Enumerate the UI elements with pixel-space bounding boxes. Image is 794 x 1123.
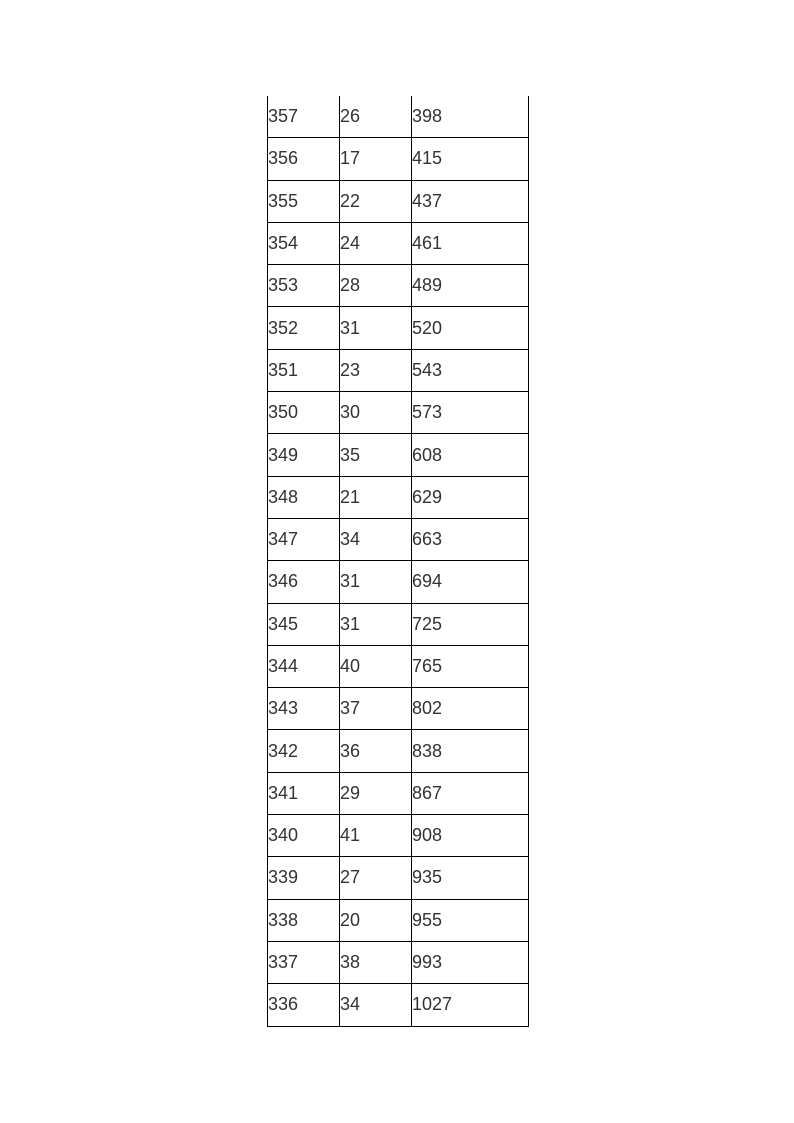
table-cell-count — [340, 307, 412, 349]
table-cell-score — [268, 984, 340, 1026]
table-cell-score — [268, 645, 340, 687]
table-cell-count — [340, 984, 412, 1026]
cell-text: 34 — [340, 529, 361, 550]
cell-text: 489 — [412, 275, 443, 296]
table-cell-score — [268, 941, 340, 983]
cell-text: 543 — [412, 359, 443, 380]
table-row — [268, 392, 529, 434]
table-cell-score — [268, 730, 340, 772]
table-row — [268, 984, 529, 1026]
cell-text: 29 — [340, 782, 361, 803]
table-cell-cumulative — [412, 476, 529, 518]
cell-text: 38 — [340, 952, 361, 973]
cell-text: 351 — [268, 359, 299, 380]
cell-text: 23 — [340, 359, 361, 380]
cell-text: 37 — [340, 698, 361, 719]
cell-text: 24 — [340, 233, 361, 254]
table-cell-count — [340, 96, 412, 138]
table-row — [268, 265, 529, 307]
table-cell-cumulative — [412, 349, 529, 391]
table-row — [268, 476, 529, 518]
table-cell-score — [268, 476, 340, 518]
cell-text: 17 — [340, 148, 361, 169]
table-cell-cumulative — [412, 138, 529, 180]
cell-text: 663 — [412, 529, 443, 550]
table-cell-count — [340, 857, 412, 899]
table-cell-cumulative — [412, 857, 529, 899]
table-cell-cumulative — [412, 688, 529, 730]
table-row — [268, 941, 529, 983]
cell-text: 694 — [412, 571, 443, 592]
cell-text: 338 — [268, 909, 299, 930]
table-row — [268, 96, 529, 138]
cell-text: 343 — [268, 698, 299, 719]
table-cell-count — [340, 434, 412, 476]
cell-text: 353 — [268, 275, 299, 296]
table-cell-count — [340, 815, 412, 857]
table-cell-cumulative — [412, 772, 529, 814]
cell-text: 356 — [268, 148, 299, 169]
table-cell-count — [340, 222, 412, 264]
table-row — [268, 180, 529, 222]
table-cell-score — [268, 857, 340, 899]
cell-text: 993 — [412, 952, 443, 973]
table-cell-cumulative — [412, 645, 529, 687]
cell-text: 1027 — [412, 994, 453, 1015]
table-cell-count — [340, 688, 412, 730]
table-cell-cumulative — [412, 180, 529, 222]
table-cell-count — [340, 730, 412, 772]
table-cell-score — [268, 518, 340, 560]
cell-text: 341 — [268, 782, 299, 803]
table-row — [268, 349, 529, 391]
score-table — [267, 96, 529, 1027]
table-cell-count — [340, 941, 412, 983]
cell-text: 349 — [268, 444, 299, 465]
table-cell-score — [268, 899, 340, 941]
table-cell-count — [340, 561, 412, 603]
table-cell-count — [340, 180, 412, 222]
table-cell-count — [340, 265, 412, 307]
table-cell-count — [340, 392, 412, 434]
cell-text: 867 — [412, 782, 443, 803]
cell-text: 398 — [412, 106, 443, 127]
table-cell-count — [340, 349, 412, 391]
cell-text: 344 — [268, 656, 299, 676]
table-row — [268, 434, 529, 476]
cell-text: 41 — [340, 825, 361, 846]
cell-text: 461 — [412, 233, 443, 254]
cell-text: 352 — [268, 317, 299, 338]
table-cell-cumulative — [412, 518, 529, 560]
table-cell-cumulative — [412, 984, 529, 1026]
cell-text: 357 — [268, 106, 299, 127]
table-row — [268, 603, 529, 645]
table-row — [268, 645, 529, 687]
table-cell-score — [268, 96, 340, 138]
table-cell-score — [268, 138, 340, 180]
cell-text: 908 — [412, 825, 443, 846]
cell-text: 336 — [268, 994, 299, 1015]
table-cell-score — [268, 815, 340, 857]
cell-text: 802 — [412, 698, 443, 719]
cell-text: 34 — [340, 994, 361, 1015]
cell-text: 35 — [340, 444, 361, 465]
cell-text: 31 — [340, 571, 361, 592]
table-row — [268, 899, 529, 941]
table-cell-cumulative — [412, 392, 529, 434]
cell-text: 350 — [268, 402, 299, 423]
table-row — [268, 307, 529, 349]
table-cell-score — [268, 349, 340, 391]
table-cell-score — [268, 688, 340, 730]
table-row — [268, 138, 529, 180]
table-cell-cumulative — [412, 96, 529, 138]
table-cell-score — [268, 434, 340, 476]
cell-text: 629 — [412, 486, 443, 507]
cell-text: 573 — [412, 402, 443, 423]
cell-text: 765 — [412, 656, 443, 676]
table-cell-count — [340, 603, 412, 645]
table-row — [268, 222, 529, 264]
table-cell-count — [340, 899, 412, 941]
table-cell-cumulative — [412, 561, 529, 603]
cell-text: 955 — [412, 909, 443, 930]
table-cell-score — [268, 265, 340, 307]
table-cell-cumulative — [412, 730, 529, 772]
cell-text: 21 — [340, 486, 361, 507]
table-row — [268, 688, 529, 730]
cell-text: 345 — [268, 613, 299, 634]
table-row — [268, 561, 529, 603]
table-cell-cumulative — [412, 222, 529, 264]
table-cell-count — [340, 772, 412, 814]
table-cell-cumulative — [412, 899, 529, 941]
table-cell-cumulative — [412, 265, 529, 307]
cell-text: 31 — [340, 317, 361, 338]
cell-text: 520 — [412, 317, 443, 338]
cell-text: 20 — [340, 909, 361, 930]
cell-text: 36 — [340, 740, 361, 761]
cell-text: 348 — [268, 486, 299, 507]
table-cell-count — [340, 476, 412, 518]
table-cell-score — [268, 392, 340, 434]
cell-text: 342 — [268, 740, 299, 761]
cell-text: 28 — [340, 275, 361, 296]
cell-text: 935 — [412, 867, 443, 888]
table-body — [268, 96, 529, 1026]
table-row — [268, 857, 529, 899]
table-row — [268, 772, 529, 814]
table-cell-score — [268, 561, 340, 603]
table-row — [268, 730, 529, 772]
cell-text: 340 — [268, 825, 299, 846]
cell-text: 26 — [340, 106, 361, 127]
table-cell-count — [340, 518, 412, 560]
table-cell-score — [268, 180, 340, 222]
table-cell-cumulative — [412, 307, 529, 349]
cell-text: 337 — [268, 952, 299, 973]
table-cell-score — [268, 603, 340, 645]
table-cell-cumulative — [412, 603, 529, 645]
table-row — [268, 815, 529, 857]
table-cell-cumulative — [412, 941, 529, 983]
table-cell-score — [268, 222, 340, 264]
table-cell-score — [268, 307, 340, 349]
cell-text: 27 — [340, 867, 361, 888]
table-cell-cumulative — [412, 815, 529, 857]
table-row — [268, 518, 529, 560]
cell-text: 838 — [412, 740, 443, 761]
table-cell-count — [340, 138, 412, 180]
cell-text: 608 — [412, 444, 443, 465]
cell-text: 22 — [340, 190, 361, 211]
cell-text: 415 — [412, 148, 443, 169]
table-cell-score — [268, 772, 340, 814]
cell-text: 437 — [412, 190, 443, 211]
cell-text: 355 — [268, 190, 299, 211]
cell-text: 31 — [340, 613, 361, 634]
table-cell-cumulative — [412, 434, 529, 476]
cell-text: 339 — [268, 867, 299, 888]
cell-text: 30 — [340, 402, 361, 423]
cell-text: 40 — [340, 656, 361, 676]
cell-text: 347 — [268, 529, 299, 550]
table-cell-count — [340, 645, 412, 687]
cell-text: 354 — [268, 233, 299, 254]
cell-text: 725 — [412, 613, 443, 634]
cell-text: 346 — [268, 571, 299, 592]
